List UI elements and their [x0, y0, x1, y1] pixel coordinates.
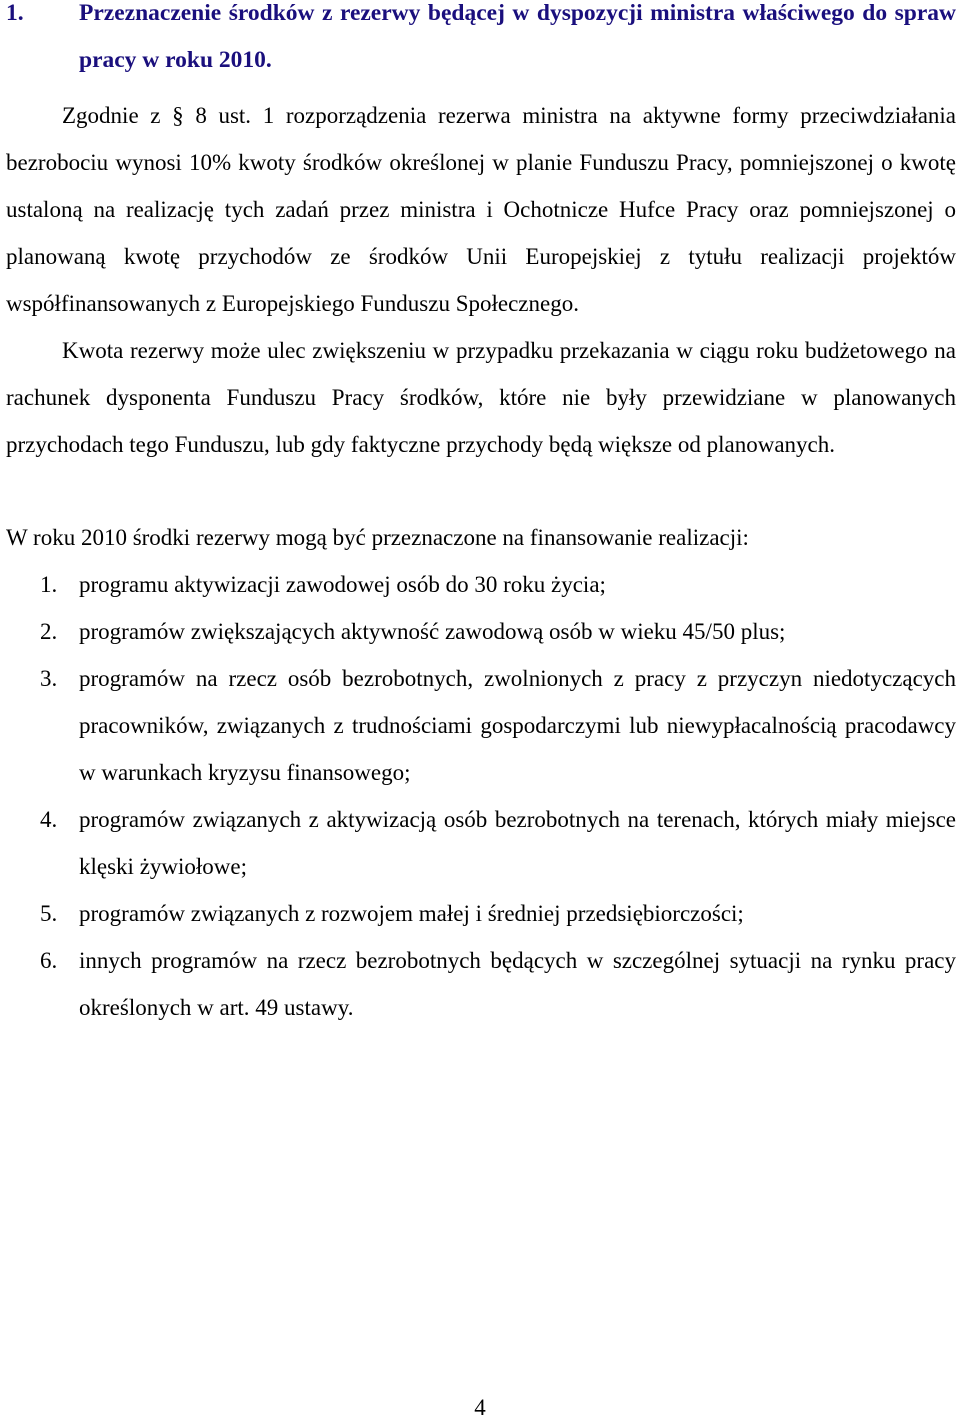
paragraph-list-intro: W roku 2010 środki rezerwy mogą być przeznaczone na finansowanie realizacji:: [6, 525, 749, 550]
section-number: 1.: [6, 0, 24, 26]
list-item-text: programów związanych z rozwojem małej i średniej przedsiębiorczości;: [79, 901, 744, 926]
paragraph-reserve-amount: Zgodnie z § 8 ust. 1 rozporządzenia rezerwa ministra na aktywne formy przeciwdziałania bezrobociu wynosi 10% kwoty środków określonej w planie Funduszu Pracy, pomniejszonej o kwotę ustaloną na realizację tych zadań przez ministra i Ochotnicze Hufce Pracy oraz pomniejszonej o planowaną kwotę przychodów ze środków Unii Europejskiej z tytułu realizacji projektów współfinansowanych z Europejskiego Funduszu Społecznego.: [6, 103, 956, 316]
list-item-number: 3.: [40, 666, 58, 691]
list-item-text: programów związanych z aktywizacją osób bezrobotnych na terenach, których miały miejsce klęski żywiołowe;: [79, 807, 956, 879]
list-item: [6, 890, 956, 937]
list-item-number: 5.: [40, 901, 58, 926]
list-item-text: programów na rzecz osób bezrobotnych, zwolnionych z pracy z przyczyn niedotyczących pracowników, związanych z trudnościami gospodarczymi lub niewypłacalnością pracodawcy w warunkach kryzysu finansowego;: [79, 666, 956, 785]
section-heading: [6, 0, 956, 84]
list-item-number: 6.: [40, 948, 58, 973]
page-number: 4: [474, 1395, 486, 1420]
list-item: [6, 796, 956, 890]
list-item-number: 4.: [40, 807, 58, 832]
list-item-number: 1.: [40, 572, 58, 597]
program-list: [6, 561, 956, 1031]
list-item-text: innych programów na rzecz bezrobotnych będących w szczególnej sytuacji na rynku pracy określonych w art. 49 ustawy.: [79, 948, 956, 1020]
list-item: [6, 655, 956, 796]
list-item: [6, 937, 956, 1031]
list-item: [6, 561, 956, 608]
list-item: [6, 608, 956, 655]
list-item-text: programu aktywizacji zawodowej osób do 30 roku życia;: [79, 572, 606, 597]
section-title: Przeznaczenie środków z rezerwy będącej w dyspozycji ministra właściwego do spraw pracy w roku 2010.: [79, 0, 956, 73]
list-item-text: programów zwiększających aktywność zawodową osób w wieku 45/50 plus;: [79, 619, 786, 644]
paragraph-reserve-increase: Kwota rezerwy może ulec zwiększeniu w przypadku przekazania w ciągu roku budżetowego na rachunek dysponenta Funduszu Pracy środków, które nie były przewidziane w planowanych przychodach tego Funduszu, lub gdy faktyczne przychody będą większe od planowanych.: [6, 338, 956, 457]
list-item-number: 2.: [40, 619, 58, 644]
